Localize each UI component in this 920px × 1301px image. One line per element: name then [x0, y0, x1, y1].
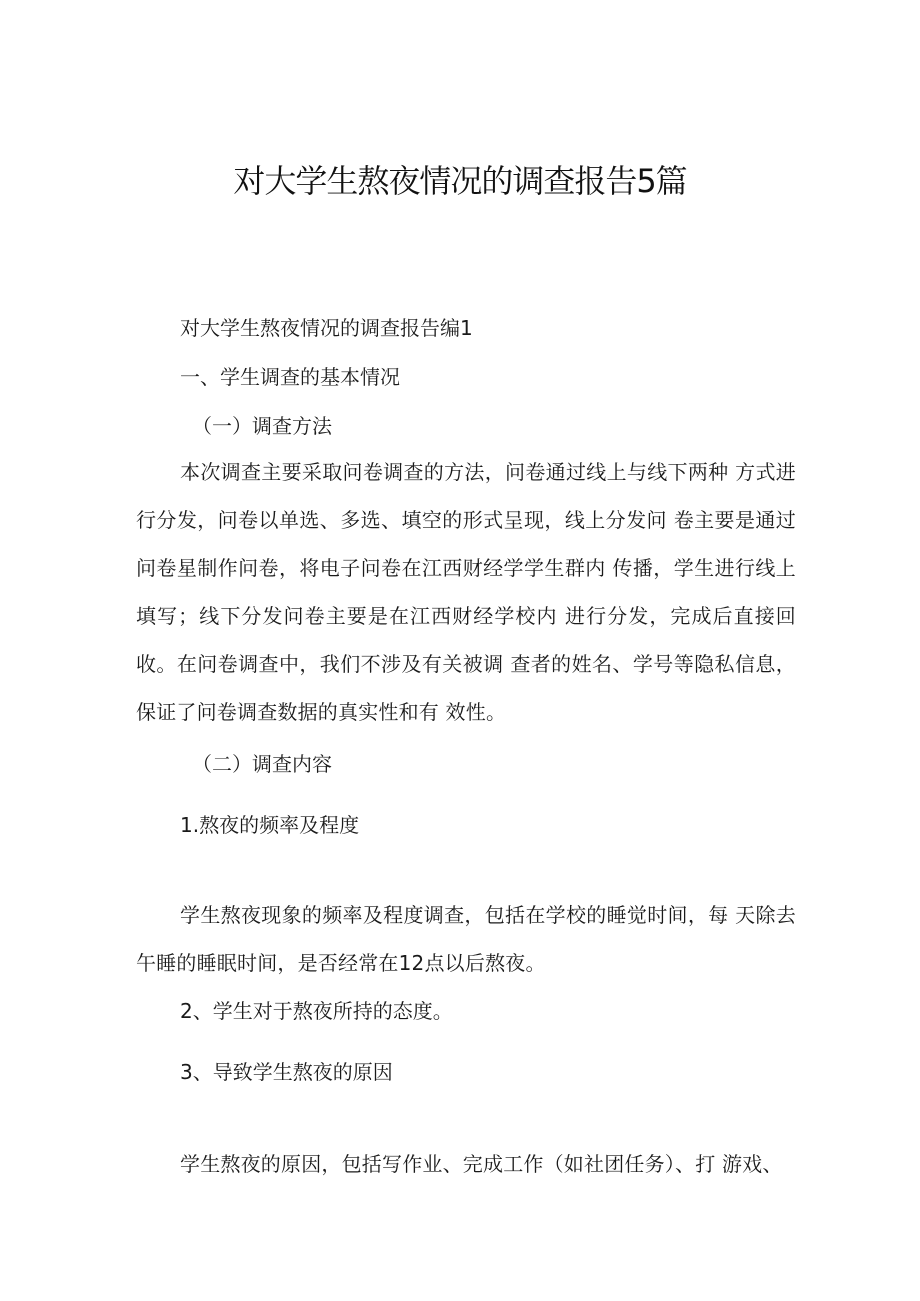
subsection-heading-method: （一）调查方法 [192, 414, 332, 438]
section-heading-basic-info: 一、学生调查的基本情况 [180, 365, 400, 389]
paragraph-method: 本次调查主要采取问卷调查的方法，问卷通过线上与线下两种 方式进行分发，问卷以单选、多选、填空的形式呈现，线上分发问 卷主要是通过问卷星制作问卷，将电子问卷在江西财经学学生群内 传播，学生进行线上填写；线下分发问卷主要是在江西财经学校内 进行分发，完成后直接回收。在问卷调查中，我们不涉及有关被调 查者的姓名、学号等隐私信息，保证了问卷调查数据的真实性和有 效性。 [136, 460, 796, 724]
report-subtitle: 对大学生熬夜情况的调查报告编1 [180, 316, 473, 340]
item-heading-reasons: 3、导致学生熬夜的原因 [180, 1060, 393, 1084]
paragraph-frequency: 学生熬夜现象的频率及程度调查，包括在学校的睡觉时间，每 天除去午睡的睡眠时间，是否经常在12点以后熬夜。 [136, 903, 796, 975]
paragraph-reasons: 学生熬夜的原因，包括写作业、完成工作（如社团任务）、打 游戏、 [180, 1152, 783, 1176]
subsection-heading-content: （二）调查内容 [192, 752, 332, 776]
item-heading-frequency: 1.熬夜的频率及程度 [180, 813, 360, 837]
document-title: 对大学生熬夜情况的调查报告5篇 [233, 162, 687, 200]
item-heading-attitude: 2、学生对于熬夜所持的态度。 [180, 999, 453, 1023]
